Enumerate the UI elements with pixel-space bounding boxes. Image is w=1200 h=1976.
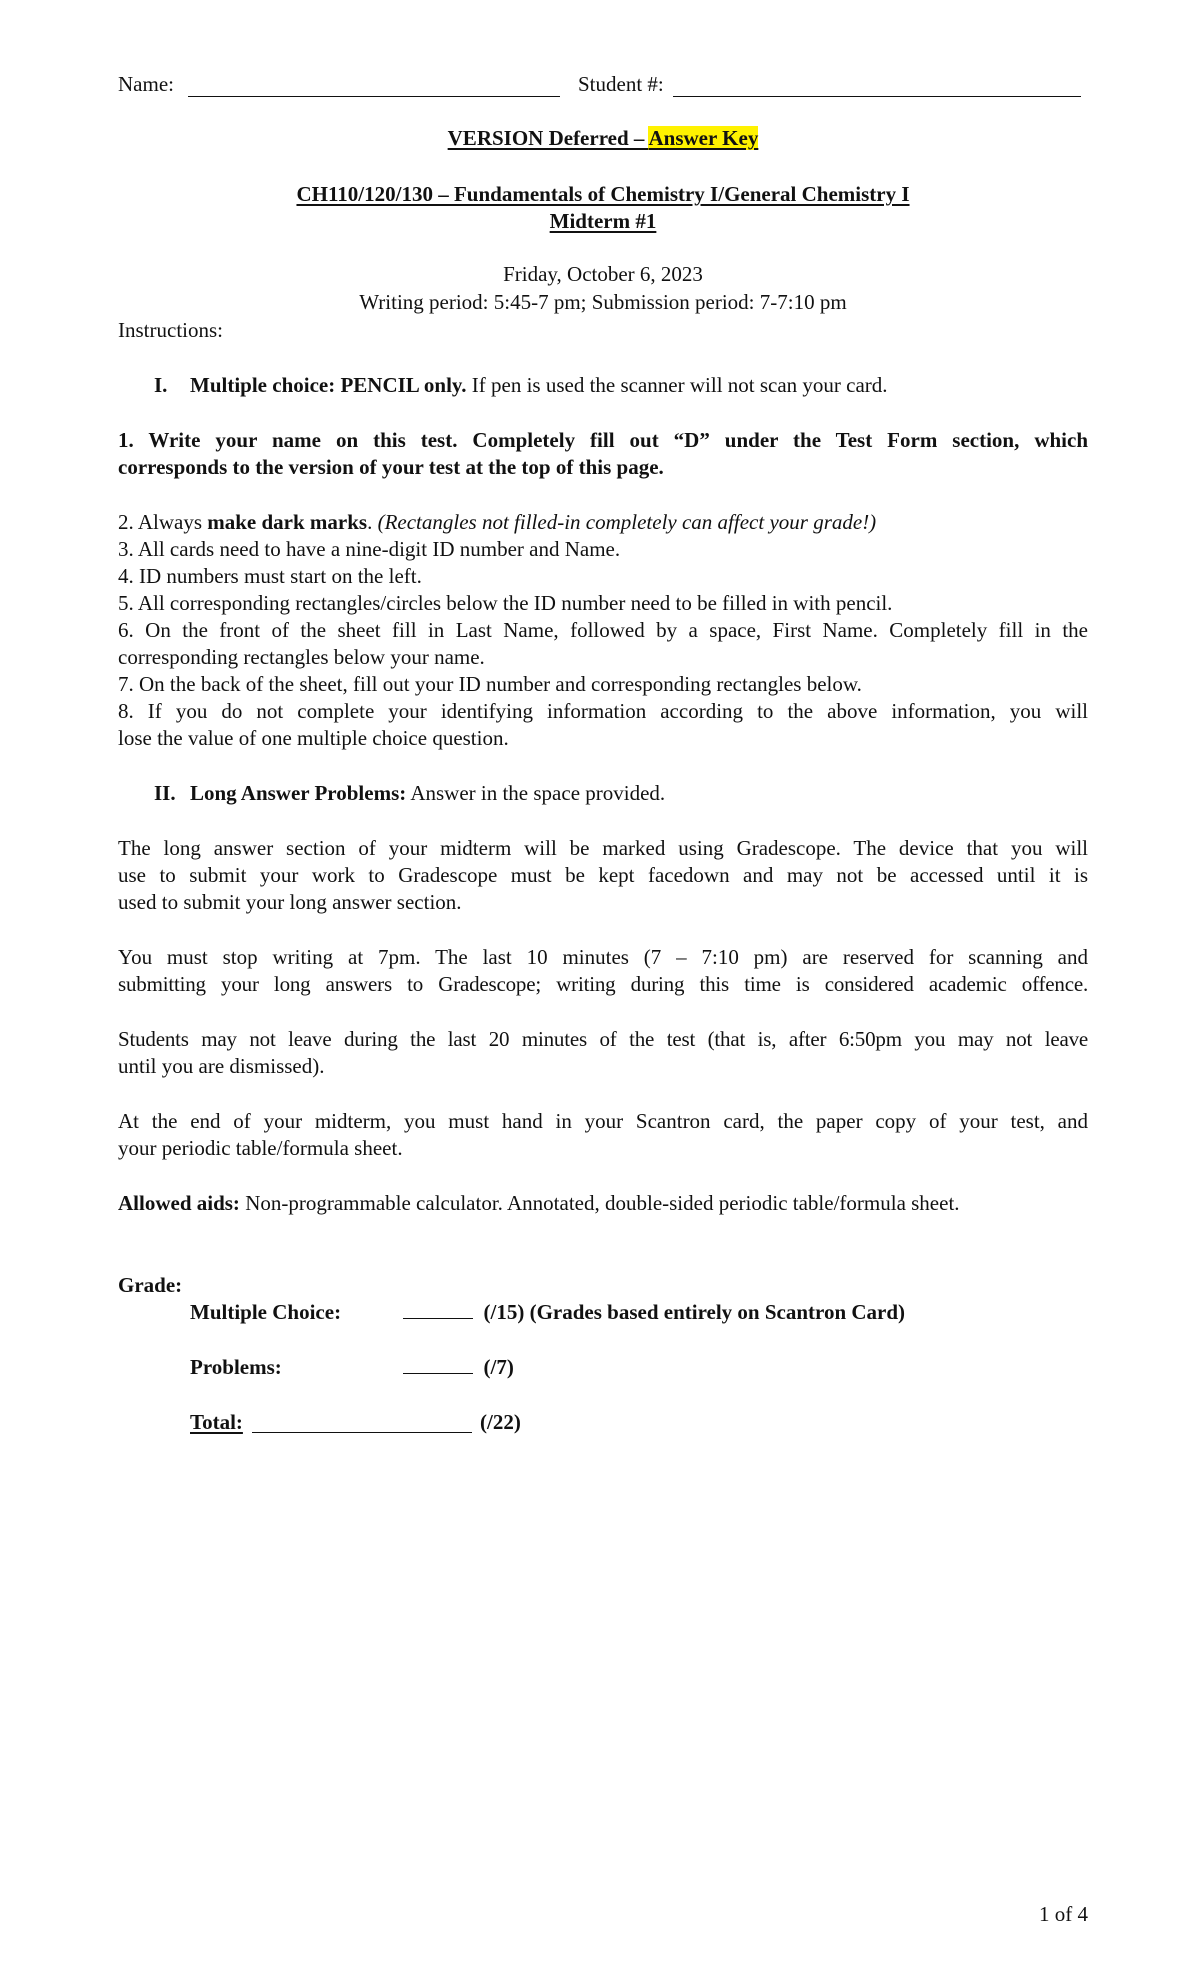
stop-para-line2: submitting your long answers to Gradescope; writing during this time is considered academic offence. (118, 972, 1088, 996)
mc-label: Multiple Choice: (190, 1300, 342, 1324)
instruction-item-3: 3. All cards need to have a nine-digit ID number and Name. (118, 537, 621, 561)
leave-para-line1: Students may not leave during the last 20 minutes of the test (that is, after 6:50pm you may not leave (118, 1027, 1088, 1051)
section-2-heading (154, 779, 665, 807)
instruction-item-1-line1: 1. Write your name on this test. Completely fill out “D” under the Test Form section, which (118, 428, 1088, 452)
mc-score: (/15) (Grades based entirely on Scantron Card) (403, 1298, 905, 1326)
course-title: CH110/120/130 – Fundamentals of Chemistry I/General Chemistry I (296, 182, 910, 206)
total-blank[interactable] (252, 1412, 472, 1433)
name-field[interactable] (188, 96, 560, 97)
instruction-item-7: 7. On the back of the sheet, fill out your ID number and corresponding rectangles below. (118, 672, 862, 696)
instruction-item-8-line1: 8. If you do not complete your identifying information according to the above information, you will (118, 699, 1088, 723)
version-heading (118, 124, 1088, 152)
end-para-line1: At the end of your midterm, you must hand in your Scantron card, the paper copy of your test, and (118, 1109, 1088, 1133)
grade-row-total (190, 1408, 521, 1436)
section-1-title: Multiple choice: PENCIL only. (190, 373, 467, 397)
student-number-field[interactable] (673, 96, 1081, 97)
exam-title: Midterm #1 (549, 209, 657, 233)
section-2-title: Long Answer Problems: (190, 781, 407, 805)
grade-row-problems (190, 1353, 514, 1381)
gradescope-para-line1: The long answer section of your midterm will be marked using Gradescope. The device that you will (118, 836, 1088, 860)
gradescope-para-line3: used to submit your long answer section. (118, 890, 462, 914)
student-number-label: Student #: (578, 72, 664, 96)
allowed-aids-text: Non-programmable calculator. Annotated, double-sided periodic table/formula sheet. (239, 1191, 960, 1215)
section-1-text: If pen is used the scanner will not scan your card. (466, 373, 888, 397)
instruction-item-8-line2: lose the value of one multiple choice question. (118, 726, 509, 750)
grade-row-multiple-choice (190, 1298, 906, 1326)
exam-periods: Writing period: 5:45-7 pm; Submission period: 7-7:10 pm (359, 290, 847, 314)
dark-marks-emphasis: make dark marks (207, 510, 368, 534)
rectangles-note: (Rectangles not filled-in completely can affect your grade!) (377, 510, 877, 534)
total-score: (/22) (480, 1410, 521, 1434)
stop-para-line1: You must stop writing at 7pm. The last 10 minutes (7 – 7:10 pm) are reserved for scanning and (118, 945, 1088, 969)
total-label: Total: (190, 1410, 243, 1434)
allowed-aids-label: Allowed aids: (118, 1191, 240, 1215)
instruction-item-4: 4. ID numbers must start on the left. (118, 564, 422, 588)
instruction-item-2: 2. Always make dark marks. (Rectangles not filled-in completely can affect your grade!) (118, 510, 877, 534)
exam-date: Friday, October 6, 2023 (503, 262, 703, 286)
instruction-item-6-line1: 6. On the front of the sheet fill in Last Name, followed by a space, First Name. Completely fill in the (118, 618, 1088, 642)
end-para-line2: your periodic table/formula sheet. (118, 1136, 403, 1160)
version-prefix: VERSION Deferred – (447, 126, 649, 150)
problems-score: (/7) (403, 1353, 514, 1381)
section-2-text: Answer in the space provided. (406, 781, 666, 805)
gradescope-para-line2: use to submit your work to Gradescope must be kept facedown and may not be accessed until it is (118, 863, 1088, 887)
page-number: 1 of 4 (1039, 1902, 1088, 1926)
instruction-item-1-line2: corresponds to the version of your test at the top of this page. (118, 455, 664, 479)
instruction-item-6-line2: corresponding rectangles below your name. (118, 645, 485, 669)
instruction-item-5: 5. All corresponding rectangles/circles below the ID number need to be filled in with pencil. (118, 591, 893, 615)
instructions-label: Instructions: (118, 318, 223, 342)
section-2-numeral: II. (154, 781, 176, 805)
section-1-numeral: I. (154, 373, 168, 397)
problems-blank[interactable] (403, 1353, 473, 1374)
allowed-aids (118, 1189, 1088, 1217)
mc-blank[interactable] (403, 1298, 473, 1319)
header-fields (118, 68, 1088, 100)
exam-page (118, 0, 1088, 1976)
section-1-heading (154, 371, 888, 399)
name-label: Name: (118, 72, 174, 96)
answer-key-highlight: Answer Key (648, 126, 759, 150)
leave-para-line2: until you are dismissed). (118, 1054, 325, 1078)
grade-label: Grade: (118, 1273, 183, 1297)
problems-label: Problems: (190, 1355, 282, 1379)
